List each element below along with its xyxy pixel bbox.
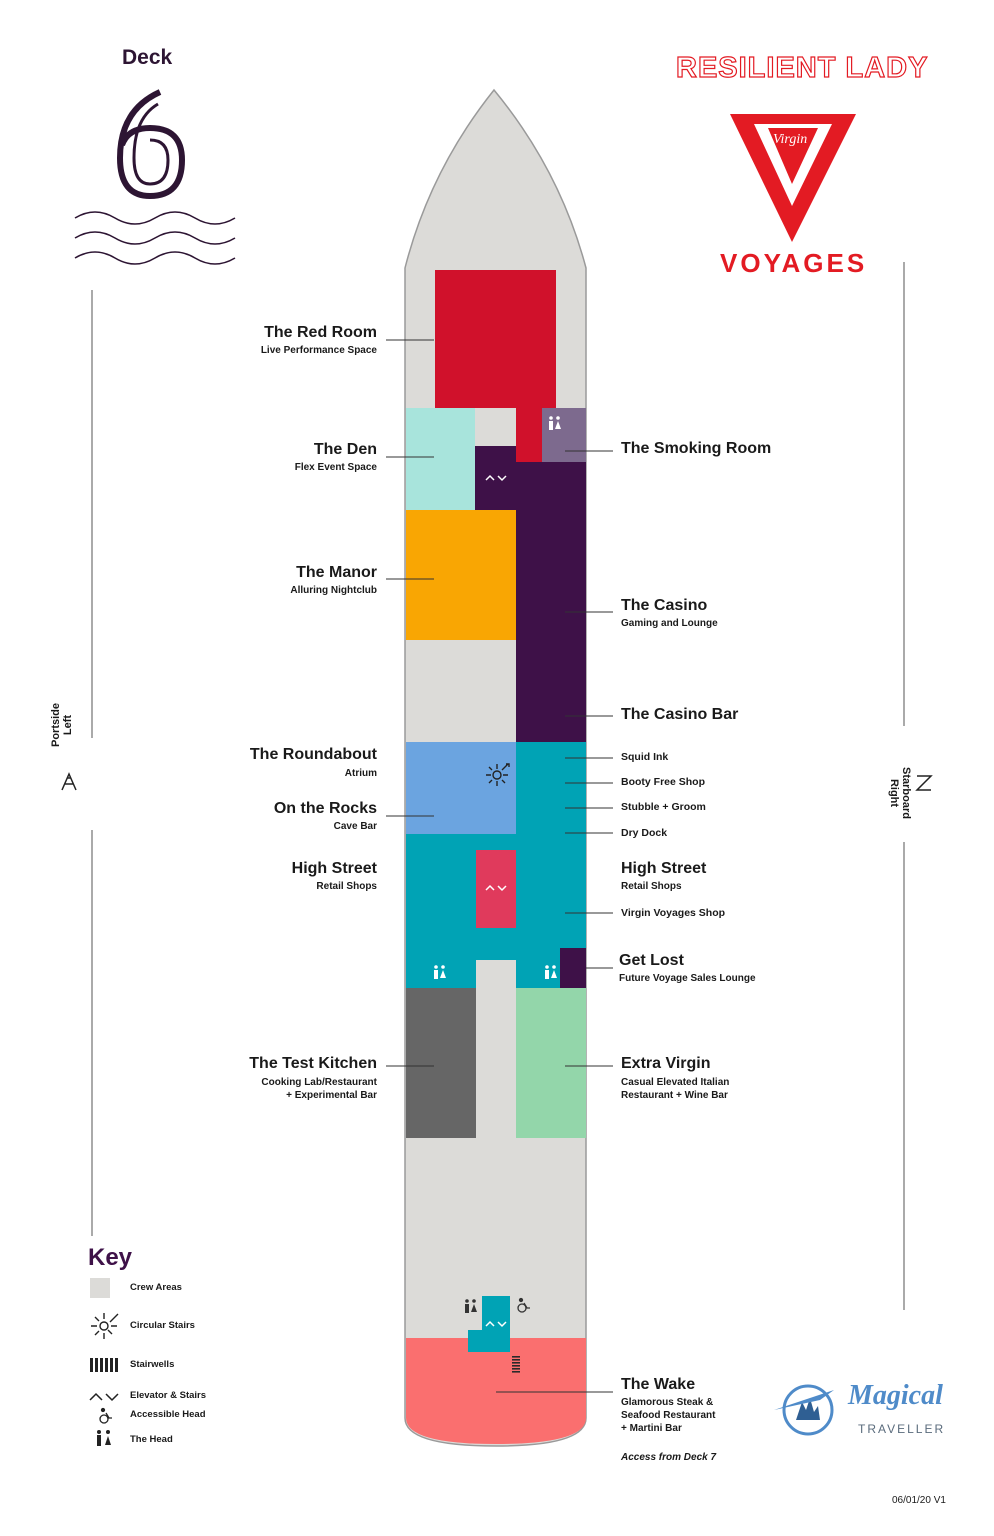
deck-number-graphic xyxy=(120,92,182,196)
label-dry-dock: Dry Dock xyxy=(621,827,668,839)
den-area xyxy=(406,408,475,510)
label-roundabout-title: The Roundabout xyxy=(249,746,377,763)
casino-area xyxy=(516,462,586,742)
waves-icon xyxy=(75,212,235,264)
key-stairwells: Stairwells xyxy=(130,1359,175,1370)
central-elevator xyxy=(476,850,516,928)
starboard-arrow-icon xyxy=(917,776,931,790)
label-on-the-rocks-sub: Cave Bar xyxy=(333,821,377,832)
label-casino-sub: Gaming and Lounge xyxy=(621,618,718,629)
label-extra-virgin-title: Extra Virgin xyxy=(621,1055,711,1072)
label-test-kitchen-title: The Test Kitchen xyxy=(249,1055,377,1072)
aft-elevator-side xyxy=(468,1330,482,1352)
den-elevator xyxy=(475,446,516,510)
label-get-lost-sub: Future Voyage Sales Lounge xyxy=(619,973,756,984)
key-the-head: The Head xyxy=(130,1434,173,1445)
label-manor-sub: Alluring Nightclub xyxy=(290,585,377,596)
extra-virgin-area xyxy=(516,988,586,1138)
label-get-lost-title: Get Lost xyxy=(619,952,684,969)
portside-label: Portside Left xyxy=(50,703,74,748)
label-den-title: The Den xyxy=(313,441,377,458)
label-on-the-rocks-title: On the Rocks xyxy=(273,800,377,817)
label-wake-title: The Wake xyxy=(621,1376,696,1393)
starboard-label: Starboard Right xyxy=(888,767,912,819)
key-crew-areas: Crew Areas xyxy=(130,1282,182,1293)
label-high-street-right-title: High Street xyxy=(621,860,707,877)
circular-stairs-icon xyxy=(91,1313,118,1339)
label-booty-free-shop: Booty Free Shop xyxy=(621,776,706,788)
label-manor-title: The Manor xyxy=(296,564,377,581)
get-lost-area xyxy=(560,948,586,988)
aft-elevator xyxy=(482,1296,510,1352)
label-extra-virgin-sub2: Restaurant + Wine Bar xyxy=(621,1090,728,1101)
label-virgin-voyages-shop: Virgin Voyages Shop xyxy=(621,907,726,919)
wake-area xyxy=(406,1338,586,1444)
ship-name: RESILIENT LADY xyxy=(676,52,929,84)
key-elevator-stairs: Elevator & Stairs xyxy=(130,1390,207,1401)
high-street-lower xyxy=(406,960,476,988)
accessible-head-icon xyxy=(100,1409,112,1424)
test-kitchen-area xyxy=(406,988,476,1138)
label-casino-title: The Casino xyxy=(621,597,708,614)
brand-word: VOYAGES xyxy=(720,248,868,278)
label-roundabout-sub: Atrium xyxy=(344,768,377,779)
elevator-stairs-icon xyxy=(90,1394,118,1400)
stairwell-icon xyxy=(90,1358,118,1372)
label-wake-sub3: + Martini Bar xyxy=(621,1423,682,1434)
roundabout-area xyxy=(406,742,516,834)
label-den-sub: Flex Event Space xyxy=(294,462,377,473)
manor-area xyxy=(406,510,516,640)
key-title: Key xyxy=(88,1244,133,1271)
version-stamp: 06/01/20 V1 xyxy=(892,1495,946,1506)
label-test-kitchen-sub2: + Experimental Bar xyxy=(286,1090,377,1101)
label-high-street-right-sub: Retail Shops xyxy=(621,881,682,892)
key-accessible-head: Accessible Head xyxy=(130,1409,206,1420)
label-casino-bar-title: The Casino Bar xyxy=(621,706,739,723)
magical-traveller-script: Magical xyxy=(848,1380,943,1411)
restroom-icon xyxy=(97,1430,111,1446)
label-wake-note: Access from Deck 7 xyxy=(621,1452,717,1463)
label-smoking-room-title: The Smoking Room xyxy=(621,440,772,457)
portside-arrow-icon xyxy=(62,774,76,790)
brand-script: Virgin xyxy=(773,132,808,147)
smoking-room-area xyxy=(542,408,586,462)
label-high-street-left-title: High Street xyxy=(291,860,377,877)
deck-label: Deck xyxy=(122,46,173,69)
key-circular-stairs: Circular Stairs xyxy=(130,1320,195,1331)
label-high-street-left-sub: Retail Shops xyxy=(316,881,377,892)
crew-area-swatch xyxy=(90,1278,110,1298)
red-room-area xyxy=(435,270,556,408)
magical-traveller-word: TRAVELLER xyxy=(858,1422,946,1436)
label-wake-sub1: Glamorous Steak & xyxy=(621,1397,714,1408)
label-test-kitchen-sub1: Cooking Lab/Restaurant xyxy=(261,1077,377,1088)
label-red-room-sub: Live Performance Space xyxy=(260,345,377,356)
label-extra-virgin-sub1: Casual Elevated Italian xyxy=(621,1077,730,1088)
magical-traveller-logo xyxy=(774,1386,834,1434)
label-squid-ink: Squid Ink xyxy=(621,751,669,763)
label-red-room-title: The Red Room xyxy=(264,324,377,341)
label-wake-sub2: Seafood Restaurant xyxy=(621,1410,716,1421)
label-stubble-groom: Stubble + Groom xyxy=(621,801,706,813)
